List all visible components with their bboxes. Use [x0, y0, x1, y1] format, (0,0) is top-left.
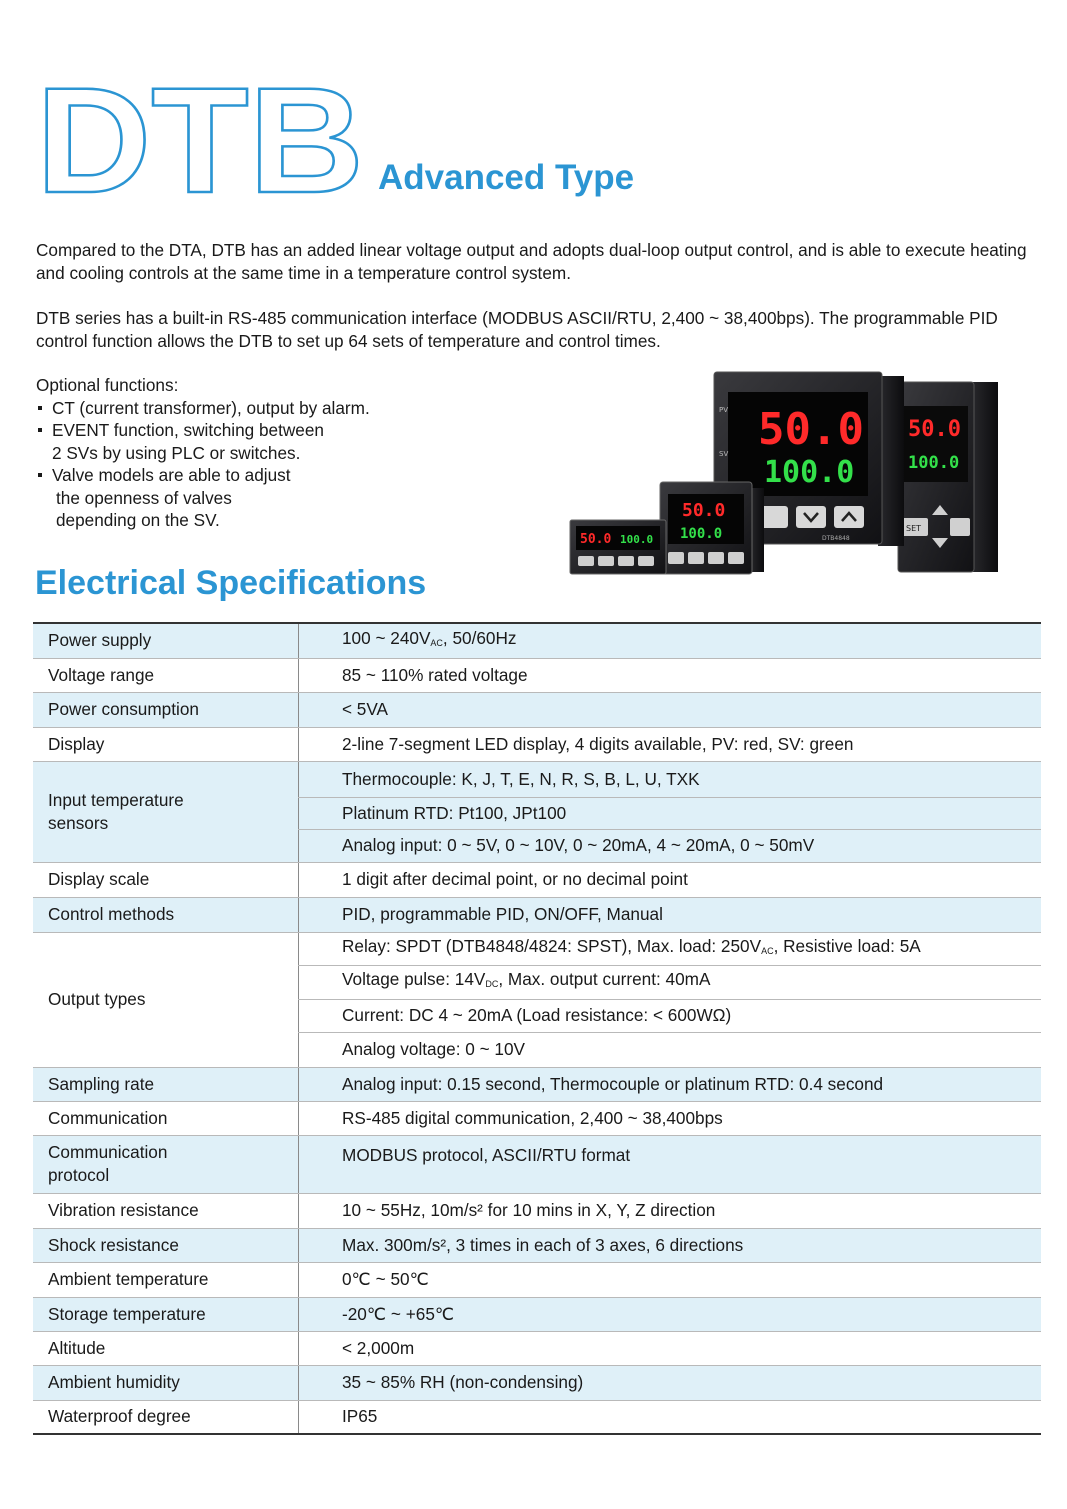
spec-label: Waterproof degree [33, 1400, 299, 1434]
table-row [33, 658, 1041, 692]
set-key-label: SET [906, 524, 922, 533]
spec-label: Display scale [33, 862, 299, 897]
spec-value: Platinum RTD: Pt100, JPt100 [299, 797, 1042, 829]
spec-table [33, 622, 1041, 1435]
mid-pv: 50.0 [682, 500, 726, 521]
spec-value-text: Relay: SPDT (DTB4848/4824: SPST), Max. load: 250V [342, 935, 762, 956]
spec-label-line: Communication [48, 1142, 168, 1162]
spec-value: IP65 [299, 1400, 1042, 1434]
spec-label: Ambient temperature [33, 1262, 299, 1297]
big-sv: 100.0 [764, 455, 855, 490]
up-key [834, 506, 864, 528]
table-row [33, 623, 1041, 658]
down-key [796, 506, 826, 528]
optional-item-text: Valve models are able to adjust [52, 465, 291, 485]
optional-item-text: CT (current transformer), output by alarm. [52, 397, 370, 418]
mid-sv: 100.0 [680, 526, 723, 542]
right-pv: 50.0 [908, 417, 961, 442]
optional-item-continuation: the openness of valves [56, 487, 232, 508]
table-row [33, 1262, 1041, 1297]
spec-label: Storage temperature [33, 1297, 299, 1331]
spec-value: Max. 300m/s², 3 times in each of 3 axes, 6 directions [299, 1228, 1042, 1262]
table-row [33, 932, 1041, 965]
spec-label [33, 761, 299, 862]
table-row [33, 1193, 1041, 1228]
table-row [33, 1135, 1041, 1193]
spec-value: < 2,000m [299, 1331, 1042, 1365]
spec-value: 10 ~ 55Hz, 10m/s² for 10 mins in X, Y, Z direction [299, 1193, 1042, 1228]
spec-label: Ambient humidity [33, 1365, 299, 1400]
spec-value: 35 ~ 85% RH (non-condensing) [299, 1365, 1042, 1400]
intro-paragraph-1: Compared to the DTA, DTB has an added linear voltage output and adopts dual-loop output control, and is able to execute heating and cooling controls at the same time in a temperature control system. [36, 240, 1027, 283]
spec-label: Sampling rate [33, 1067, 299, 1101]
unit-subscript: AC [761, 945, 774, 956]
logo-text: DTB [36, 80, 364, 200]
optional-item [36, 397, 556, 420]
table-row [33, 1400, 1041, 1434]
right-sv: 100.0 [908, 453, 960, 473]
section-title: Electrical Specifications [35, 564, 427, 602]
optional-item-text: EVENT function, switching between [52, 420, 324, 440]
spec-label: Display [33, 727, 299, 761]
spec-value-text: , 50/60Hz [442, 627, 517, 648]
enter-key [950, 518, 970, 536]
small-pv: 50.0 [580, 532, 612, 547]
spec-value-text: Voltage pulse: 14V [342, 969, 486, 989]
table-row [33, 727, 1041, 761]
spec-label: Vibration resistance [33, 1193, 299, 1228]
sv-label: SV [719, 450, 729, 458]
big-model: DTB4848 [822, 535, 850, 542]
spec-value-text: , Max. output current: 40mA [498, 969, 711, 989]
spec-label: Communication [33, 1101, 299, 1135]
optional-item [36, 464, 556, 487]
spec-label: Shock resistance [33, 1228, 299, 1262]
spec-value [299, 932, 1042, 965]
spec-value-text: , Resistive load: 5A [773, 935, 921, 956]
table-row [33, 1297, 1041, 1331]
table-row [33, 1365, 1041, 1400]
spec-label: Voltage range [33, 658, 299, 692]
small-sv: 100.0 [620, 533, 654, 546]
spec-value: -20℃ ~ +65℃ [299, 1297, 1042, 1331]
spec-label: Power supply [33, 623, 299, 658]
unit-subscript: AC [430, 637, 443, 648]
table-row [33, 862, 1041, 897]
spec-value: Analog voltage: 0 ~ 10V [299, 1032, 1042, 1067]
spec-label: Power consumption [33, 692, 299, 727]
big-pv: 50.0 [758, 404, 864, 455]
spec-value [299, 965, 1042, 999]
spec-label-line: protocol [48, 1165, 110, 1185]
table-row [33, 1067, 1041, 1101]
table-row [33, 897, 1041, 932]
product-photo [568, 370, 1002, 580]
dtb-logo [36, 80, 376, 200]
spec-value [299, 623, 1042, 658]
unit-subscript: DC [485, 979, 499, 989]
spec-value-text: 100 ~ 240V [342, 627, 431, 648]
spec-value: 85 ~ 110% rated voltage [299, 658, 1042, 692]
optional-item-continuation: depending on the SV. [56, 510, 220, 530]
spec-label-line: sensors [48, 812, 109, 833]
optional-item-continuation: 2 SVs by using PLC or switches. [52, 442, 301, 463]
spec-value: Analog input: 0 ~ 5V, 0 ~ 10V, 0 ~ 20mA, 4 ~ 20mA, 0 ~ 50mV [299, 829, 1042, 862]
subtitle: Advanced Type [378, 158, 635, 197]
table-row [33, 761, 1041, 797]
spec-value: 2-line 7-segment LED display, 4 digits available, PV: red, SV: green [299, 727, 1042, 761]
spec-value: Analog input: 0.15 second, Thermocouple or platinum RTD: 0.4 second [299, 1067, 1042, 1101]
table-row [33, 692, 1041, 727]
controller-medium [660, 482, 764, 574]
controller-right [898, 382, 998, 572]
spec-label: Control methods [33, 897, 299, 932]
spec-value: MODBUS protocol, ASCII/RTU format [299, 1135, 1042, 1193]
table-row [33, 1331, 1041, 1365]
spec-value: 0℃ ~ 50℃ [299, 1262, 1042, 1297]
spec-value: Thermocouple: K, J, T, E, N, R, S, B, L, U, TXK [299, 761, 1042, 797]
optional-functions [36, 374, 556, 532]
optional-item [36, 419, 556, 442]
spec-value: RS-485 digital communication, 2,400 ~ 38,400bps [299, 1101, 1042, 1135]
spec-label-line: Input temperature [48, 789, 184, 810]
spec-value: Current: DC 4 ~ 20mA (Load resistance: < 600WΩ) [299, 999, 1042, 1032]
pv-label: PV [719, 406, 729, 414]
spec-value: PID, programmable PID, ON/OFF, Manual [299, 897, 1042, 932]
spec-label [33, 1135, 299, 1193]
spec-label: Output types [33, 932, 299, 1067]
table-row [33, 1228, 1041, 1262]
spec-label: Altitude [33, 1331, 299, 1365]
spec-value: 1 digit after decimal point, or no decimal point [299, 862, 1042, 897]
intro-paragraph-2: DTB series has a built-in RS-485 communication interface (MODBUS ASCII/RTU, 2,400 ~ 38,400bps). The programmable PID control function allows the DTB to set up 64 sets of temperature and control times. [36, 308, 998, 351]
optional-heading: Optional functions: [36, 375, 179, 395]
table-row [33, 1101, 1041, 1135]
controller-small [570, 520, 666, 574]
spec-value: < 5VA [299, 692, 1042, 727]
